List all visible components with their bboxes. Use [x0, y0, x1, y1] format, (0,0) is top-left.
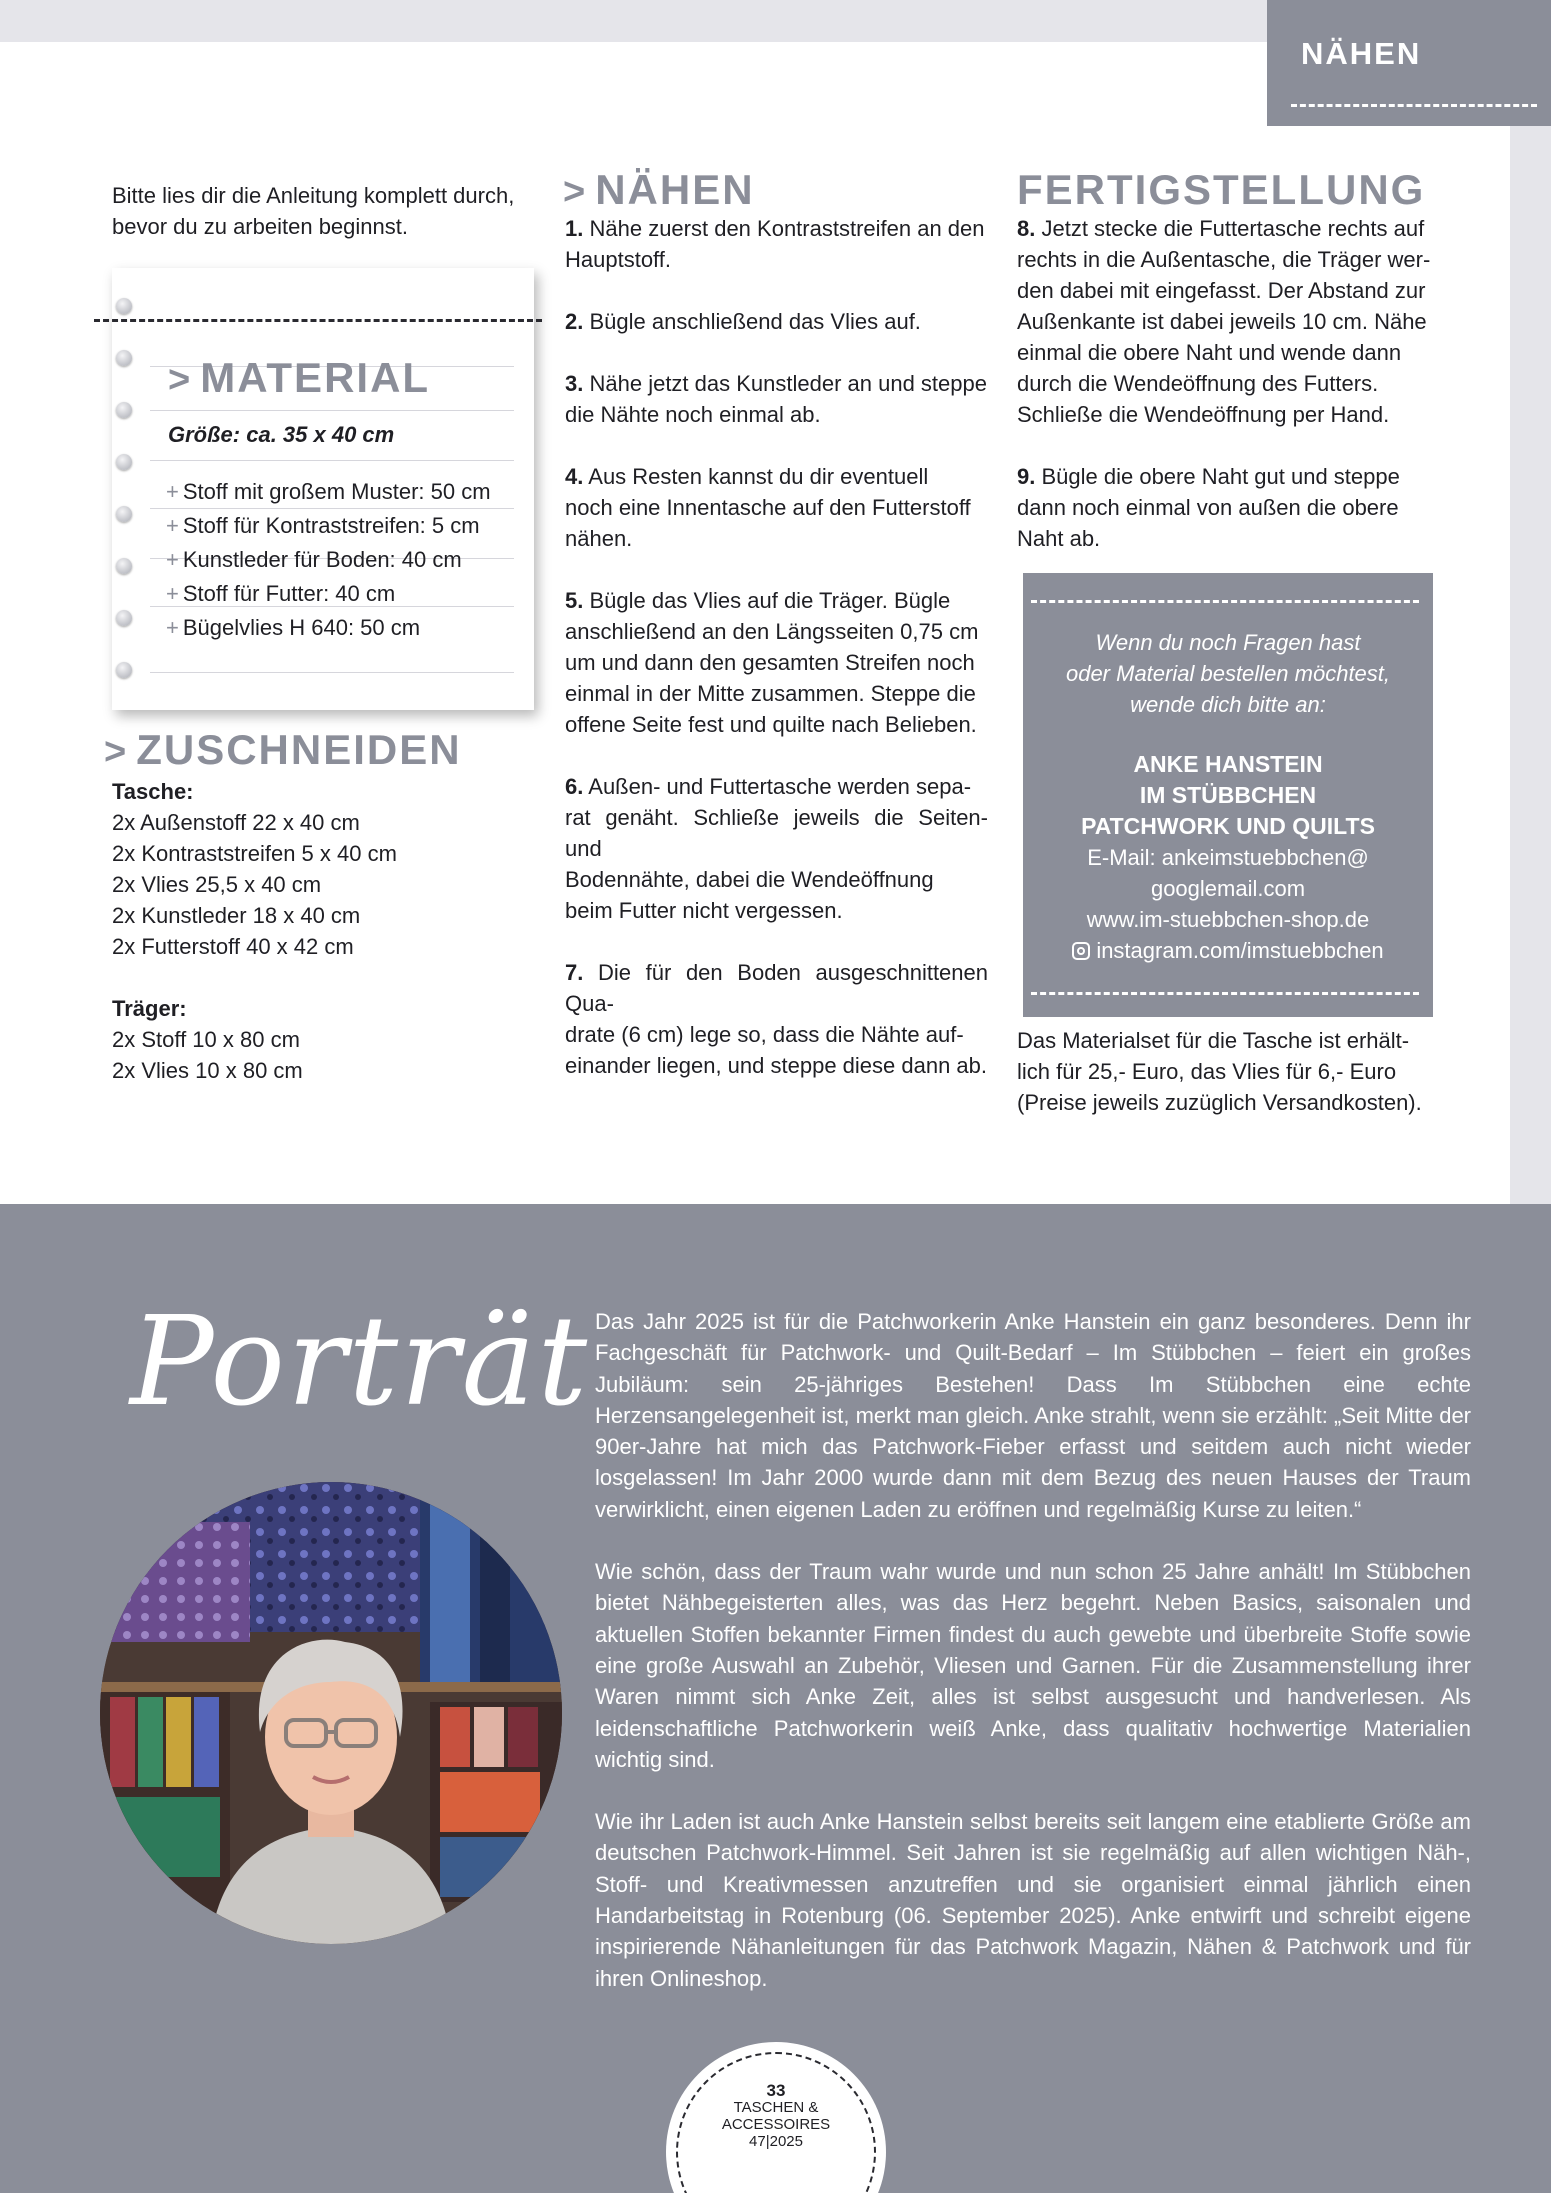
step-line: Hauptstoff.: [565, 247, 671, 272]
dashed-cut-line: [94, 319, 542, 322]
step-line: Aus Resten kannst du dir eventuell: [588, 464, 929, 489]
instruction-step: [1017, 213, 1440, 430]
step-line: den dabei mit eingefasst. Der Abstand zur: [1017, 278, 1426, 303]
list-item: 2x Vlies 10 x 80 cm: [112, 1058, 303, 1083]
list-item: 2x Stoff 10 x 80 cm: [112, 1027, 300, 1052]
step-number: 2.: [565, 309, 584, 334]
step-line: offene Seite fest und quilte nach Belieben.: [565, 712, 977, 737]
step-number: 8.: [1017, 216, 1036, 241]
step-line: Bügle anschließend das Vlies auf.: [589, 309, 921, 334]
zuschneiden-list: [112, 776, 542, 1086]
step-line: dann noch einmal von außen die obere: [1017, 495, 1399, 520]
step-number: 9.: [1017, 464, 1036, 489]
list-item: + Kunstleder für Boden: 40 cm: [166, 547, 462, 572]
website-link[interactable]: www.im-stuebbchen-shop.de: [1086, 907, 1370, 932]
ring-icon: [116, 350, 132, 366]
portrait-text: [595, 1306, 1471, 2025]
intro-text: [112, 180, 542, 242]
contact-intro: Wenn du noch Fragen hast oder Material bestellen möchtest, wende dich bitte an:: [1065, 630, 1391, 717]
material-size: Größe: ca. 35 x 40 cm: [168, 422, 395, 447]
contact-name: ANKE HANSTEIN IM STÜBBCHEN PATCHWORK UND QUILTS: [1081, 751, 1375, 839]
step-line: Bodennähte, dabei die Wendeöffnung: [565, 867, 934, 892]
side-strip: [1510, 126, 1551, 1204]
plus-icon: +: [166, 513, 179, 538]
naehen-steps: [565, 213, 988, 1081]
contact-info: [1023, 842, 1433, 966]
portrait-photo: [100, 1482, 562, 1944]
step-line: nähen.: [565, 526, 633, 551]
step-line: Außenkante ist dabei jeweils 10 cm. Nähe: [1017, 309, 1427, 334]
step-line: durch die Wendeöffnung des Futters.: [1017, 371, 1379, 396]
dashed-line: [1031, 992, 1419, 995]
instagram-link[interactable]: instagram.com/imstuebbchen: [1023, 935, 1433, 966]
list-item: + Stoff für Futter: 40 cm: [166, 581, 396, 606]
list-item: + Bügelvlies H 640: 50 cm: [166, 615, 421, 640]
instruction-step: [565, 213, 988, 275]
list-item: 2x Futterstoff 40 x 42 cm: [112, 934, 354, 959]
material-title: MATERIAL: [200, 354, 431, 401]
section-header-tab: [1267, 0, 1551, 126]
ring-icon: [116, 402, 132, 418]
step-line: die Nähte noch einmal ab.: [565, 402, 821, 427]
step-number: 6.: [565, 774, 584, 799]
step-line: Außen- und Futtertasche werden sepa-: [588, 774, 972, 799]
step-line: Die für den Boden ausgeschnittenen Qua-: [565, 960, 988, 1016]
magazine-name: TASCHEN &: [733, 2099, 819, 2116]
material-list: [166, 475, 491, 645]
step-line: noch eine Innentasche auf den Futterstoff: [565, 495, 971, 520]
instruction-step: [565, 306, 988, 337]
step-line: Bügle die obere Naht gut und steppe: [1041, 464, 1400, 489]
intro-line: bevor du zu arbeiten beginnst.: [112, 214, 408, 239]
step-number: 7.: [565, 960, 584, 985]
instagram-icon: [1072, 942, 1090, 960]
email-link[interactable]: googlemail.com: [1150, 876, 1306, 901]
list-item: 2x Kunstleder 18 x 40 cm: [112, 903, 361, 928]
instruction-step: [565, 585, 988, 740]
step-line: einmal die obere Naht und wende dann: [1017, 340, 1402, 365]
instruction-step: [565, 368, 988, 430]
list-item: + Stoff mit großem Muster: 50 cm: [166, 479, 491, 504]
chevron-right-icon: >: [563, 171, 588, 213]
step-line: drate (6 cm) lege so, dass die Nähte auf-: [565, 1022, 964, 1047]
list-item: 2x Vlies 25,5 x 40 cm: [112, 872, 322, 897]
ring-icon: [116, 610, 132, 626]
instruction-step: [565, 771, 988, 926]
step-line: rat genäht. Schließe jeweils die Seiten- und: [565, 805, 988, 861]
ring-icon: [116, 558, 132, 574]
step-line: rechts in die Außentasche, die Träger wer-: [1017, 247, 1431, 272]
list-item: + Stoff für Kontraststreifen: 5 cm: [166, 513, 480, 538]
traeger-label: Träger:: [112, 996, 187, 1021]
header-dashed-line: [1291, 104, 1537, 107]
step-line: anschließend an den Längsseiten 0,75 cm: [565, 619, 979, 644]
step-line: Naht ab.: [1017, 526, 1101, 551]
list-item: 2x Außenstoff 22 x 40 cm: [112, 810, 360, 835]
ring-icon: [116, 454, 132, 470]
step-number: 1.: [565, 216, 584, 241]
step-line: Bügle das Vlies auf die Träger. Bügle: [589, 588, 951, 613]
naehen-title: NÄHEN: [595, 166, 755, 213]
materialset-text: Das Materialset für die Tasche ist erhält- lich für 25,- Euro, das Vlies für 6,- Euro (Preise jeweils zuzüglich Versandkosten).: [1017, 1028, 1422, 1115]
portrait-paragraph: Das Jahr 2025 ist für die Patchworkerin Anke Hanstein ein ganz besonderes. Denn ihr Fachgeschäft für Patchwork- und Quilt-Bedarf – Im Stübbchen – feiert ein großes Jubiläum: sein 25-jähriges Bestehen! Dass Im Stübbchen eine echte Herzensangelegenheit ist, merkt man gleich. Anke strahlt, wenn sie erzählt: „Seit Mitte der 90er-Jahre hat mich das Patchwork-Fieber erfasst und seitdem auch nicht wieder losgelassen! Im Jahr 2000 wurde dann mit dem Bezug des neuen Hauses der Traum verwirklicht, einen eigenen Laden zu eröffnen und regelmäßig Kurse zu leiten.“: [595, 1309, 1471, 1522]
intro-line: Bitte lies dir die Anleitung komplett durch,: [112, 183, 515, 208]
fertigstellung-heading: [1017, 168, 1425, 212]
email-link[interactable]: E-Mail: ankeimstuebbchen@: [1087, 845, 1369, 870]
section-label: NÄHEN: [1301, 36, 1422, 71]
tasche-label: Tasche:: [112, 779, 194, 804]
plus-icon: +: [166, 615, 179, 640]
dashed-line: [1031, 600, 1419, 603]
instruction-step: [1017, 461, 1440, 554]
step-line: Nähe jetzt das Kunstleder an und steppe: [589, 371, 987, 396]
portrait-paragraph: Wie ihr Laden ist auch Anke Hanstein selbst bereits seit langem eine etablierte Größe am deutschen Patchwork-Himmel. Seit Jahren ist sie regelmäßig auf allen wichtigen Näh-, Stoff- und Kreativmessen anzutreffen und sie organisiert einmal jährlich einen Handarbeitstag in Rotenburg (06. September 2025). Anke entwirft und schreibt eigene inspirierende Nähanleitungen für das Patchwork Magazin, Nähen & Patchwork und für ihren Onlineshop.: [595, 1809, 1471, 1991]
chevron-right-icon: >: [104, 731, 129, 773]
issue-number: 47|2025: [749, 2133, 803, 2150]
contact-box: [1023, 573, 1433, 1017]
ring-icon: [116, 506, 132, 522]
step-line: Jetzt stecke die Futtertasche rechts auf: [1041, 216, 1425, 241]
zuschneiden-title: ZUSCHNEIDEN: [136, 726, 462, 773]
portrait-title: Porträt: [130, 1290, 590, 1434]
plus-icon: +: [166, 581, 179, 606]
fertigstellung-title: FERTIGSTELLUNG: [1017, 166, 1426, 213]
chevron-right-icon: >: [168, 359, 193, 401]
step-line: einander liegen, und steppe diese dann ab.: [565, 1053, 988, 1078]
naehen-heading: [563, 168, 755, 214]
magazine-name: ACCESSOIRES: [721, 2116, 831, 2133]
plus-icon: +: [166, 547, 179, 572]
step-line: Nähe zuerst den Kontraststreifen an den: [589, 216, 985, 241]
instruction-step: [565, 461, 988, 554]
zuschneiden-heading: [104, 728, 462, 774]
material-heading: [168, 356, 430, 402]
step-line: beim Futter nicht vergessen.: [565, 898, 843, 923]
fertigstellung-steps: [1017, 213, 1440, 554]
step-line: um und dann den gesamten Streifen noch: [565, 650, 975, 675]
page-number: 33: [766, 2081, 786, 2100]
step-line: Schließe die Wendeöffnung per Hand.: [1017, 402, 1390, 427]
step-number: 4.: [565, 464, 584, 489]
ring-icon: [116, 662, 132, 678]
list-item: 2x Kontraststreifen 5 x 40 cm: [112, 841, 397, 866]
step-number: 5.: [565, 588, 584, 613]
portrait-paragraph: Wie schön, dass der Traum wahr wurde und nun schon 25 Jahre anhält! Im Stübbchen bietet Nähbegeisterten alles, was das Herz begehrt. Neben Basics, saisonalen und aktuellen Stoffen bekannter Firmen findest du auch gewebte und überbreite Stoffe sowie eine große Auswahl an Zubehör, Vliesen und Garnen. Für die Zusammenstellung ihrer Waren nimmt sich Anke Zeit, alles ist selbst ausgesucht und handverlesen. Als leidenschaftliche Patchworkerin weiß Anke, dass qualitativ hochwertige Materialien wichtig sind.: [595, 1559, 1471, 1772]
ring-icon: [116, 298, 132, 314]
step-line: einmal in der Mitte zusammen. Steppe die: [565, 681, 976, 706]
step-number: 3.: [565, 371, 584, 396]
plus-icon: +: [166, 479, 179, 504]
instruction-step: [565, 957, 988, 1081]
